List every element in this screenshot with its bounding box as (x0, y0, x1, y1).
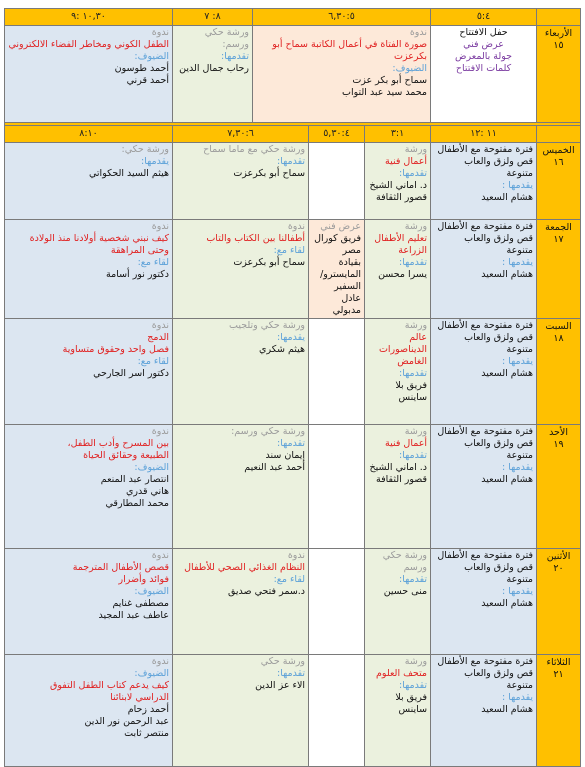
workshop-cell (365, 655, 431, 767)
session-topic: صورة الفتاة في أعمال الكاتبة سماح أبو بكرعزت (272, 39, 428, 62)
open-period-cell (431, 425, 537, 549)
cell-line-sess: ورشة (404, 144, 428, 155)
cell-line-role: تقدمها: (277, 156, 306, 167)
show-cell (309, 549, 365, 655)
day-cell (537, 143, 581, 220)
day-name: الجمعة (545, 222, 572, 233)
day-cell (537, 319, 581, 425)
cell-line-sess: ندوة (151, 656, 169, 667)
cell-line-sess: ورشة حكي: (121, 144, 169, 155)
cell-line-sess: ندوة (287, 550, 306, 561)
cell-line-name: هيثم شكري (259, 344, 306, 355)
show-cell (309, 425, 365, 549)
show-cell (309, 220, 365, 319)
cell-line-role: تقدمها: (399, 680, 428, 691)
guest-name: أحمد طوسون (114, 63, 169, 74)
cell-line-name: فريق بلا (395, 692, 428, 703)
cell-line-topic: فوائد وأضرار (118, 574, 169, 585)
cell-line-name: قصور الثقافة (376, 192, 428, 203)
event-opening-ceremony: حفل الافتتاح (459, 27, 508, 38)
cell-line-role: تقدمها: (277, 438, 306, 449)
cell-line-sess: ندوة (151, 221, 169, 232)
cell-line-name: فترة مفتوحة مع الأطفال (437, 656, 534, 667)
cell-line-name: قص ولزق والعاب (464, 332, 534, 343)
day-row (5, 143, 581, 220)
event-speeches: كلمات الافتتاح (455, 63, 512, 74)
day-date: ٢٠ (553, 563, 564, 574)
cell-line-name: قص ولزق والعاب (464, 156, 534, 167)
cell-line-role: لقاء مع: (273, 245, 306, 256)
cell-line-topic: الزراعة (398, 245, 428, 256)
event-tour: جولة بالمعرض (455, 51, 513, 62)
cell-line-name: هيثم السيد الحكواتي (89, 168, 169, 179)
cell-line-topic: بين المسرح وأدب الطفل، (67, 438, 169, 449)
evening-workshop-cell (173, 549, 309, 655)
cell-line-name: قصور الثقافة (376, 474, 428, 485)
cell-line-name: مصر (342, 245, 362, 256)
cell-line-topic: النظام الغذائي الصحي للأطفال (184, 562, 306, 573)
day-cell (537, 220, 581, 319)
cell-line-name: منتصر ثابت (124, 728, 169, 739)
cell-line-role: يقدمها : (502, 692, 534, 703)
day-date: ١٧ (553, 234, 564, 245)
cell-line-topic: أعمال فنية (385, 438, 428, 449)
cell-line-topic: كيف يدعم كتاب الطفل التفوق (50, 680, 169, 691)
day-rows (5, 143, 581, 767)
open-period-cell (431, 220, 537, 319)
cell-line-name: د.سمر فتحي صديق (227, 586, 306, 597)
day-row (5, 549, 581, 655)
cell-line-role: لقاء مع: (137, 356, 169, 367)
cell-line-name: د. اماني الشيخ (369, 180, 428, 191)
evening-workshop-cell (173, 220, 309, 319)
cell-line-name: قص ولزق والعاب (464, 562, 534, 573)
cell-line-sess: ندوة (287, 221, 306, 232)
schedule-table (4, 8, 581, 767)
session-role: الضيوف: (392, 63, 428, 74)
cell-line-topic: الدمج (147, 332, 169, 343)
cell-line-role: يقدمها : (502, 462, 534, 473)
day-date: ١٩ (553, 439, 564, 450)
cell-line-name: هشام السعيد (481, 474, 534, 485)
cell-line-name: منى حسين (383, 586, 428, 597)
evening-workshop-cell (173, 425, 309, 549)
seminar-cell (5, 549, 173, 655)
day-name: الخميس (542, 145, 575, 156)
day-row-opening (5, 26, 581, 123)
cell-line-role: الضيوف: (134, 586, 169, 597)
cell-line-topic: متحف العلوم (376, 668, 428, 679)
cell-line-role: تقدمها: (399, 257, 428, 268)
cell-line-topic: تعليم الأطفال (374, 233, 428, 244)
cell-line-role: يقدمها : (502, 257, 534, 268)
cell-line-name: هشام السعيد (481, 598, 534, 609)
cell-line-name: فترة مفتوحة مع الأطفال (437, 550, 534, 561)
seminar-cell (5, 425, 173, 549)
header-slot-1: ٥:٤ (431, 9, 537, 26)
workshop-cell (365, 220, 431, 319)
cell-line-name: هشام السعيد (481, 192, 534, 203)
cell-line-topic: عالم (409, 332, 428, 343)
header-slot-3: ٥,٣٠:٤ (309, 126, 365, 143)
cell-line-role: يقدمها: (277, 332, 306, 343)
cell-line-name: ساينس (398, 392, 428, 403)
day-cell (537, 26, 581, 123)
cell-line-sess: ورشة حكي مع ماما سماح (203, 144, 306, 155)
header-slot-4: ١٠,٣٠ :٩ (5, 9, 173, 26)
cell-line-topic: أطفالنا بين الكتاب والتاب (206, 233, 306, 244)
cell-line-role: تقدمها: (399, 168, 428, 179)
header-slot-5: ٨:١٠ (5, 126, 173, 143)
cell-line-name: المايسترو/السفير (320, 269, 362, 292)
cell-line-name: فريق بلا (395, 380, 428, 391)
cell-line-name: هشام السعيد (481, 368, 534, 379)
cell-line-name: دكتور نور أسامة (106, 269, 169, 280)
seminar-cell (5, 655, 173, 767)
session-type: ندوة (409, 27, 428, 38)
cell-line-name: متنوعة (506, 450, 534, 461)
day-date: ١٦ (553, 157, 564, 168)
session-role: الضيوف: (134, 51, 169, 62)
cell-line-name: متنوعة (506, 344, 534, 355)
cell-line-role: يقدمها : (502, 356, 534, 367)
cell-line-sess: ورشة حكي وتلجيب (229, 320, 306, 331)
header-slot-1: ١١ :١٢ (431, 126, 537, 143)
guest-name: محمد سيد عبد التواب (342, 87, 428, 98)
cell-line-name: ساينس (398, 704, 428, 715)
cell-line-role: يقدمها : (502, 586, 534, 597)
open-period-cell (431, 319, 537, 425)
day-date: ١٨ (553, 333, 564, 344)
cell-line-topic: فصل واحد وحقوق متساوية (62, 344, 169, 355)
opening-seminar-2 (5, 26, 173, 123)
cell-line-topic: الدراسي لابنائنا (110, 692, 169, 703)
cell-line-role: تقدمها: (399, 574, 428, 585)
cell-line-name: عادل مدبولي (332, 293, 362, 316)
cell-line-role: لقاء مع: (273, 574, 306, 585)
show-cell (309, 319, 365, 425)
guest-name: أحمد قرني (126, 75, 169, 86)
opening-events-cell (431, 26, 537, 123)
cell-line-role: يقدمها: (141, 156, 169, 167)
cell-line-topic: قصص الأطفال المترجمة (72, 562, 169, 573)
evening-workshop-cell (173, 143, 309, 220)
cell-line-role: يقدمها : (502, 180, 534, 191)
workshop-cell (365, 319, 431, 425)
cell-line-name: متنوعة (506, 574, 534, 585)
show-cell (309, 143, 365, 220)
cell-line-name: قص ولزق والعاب (464, 668, 534, 679)
cell-line-topic: أعمال فنية (385, 156, 428, 167)
cell-line-name: فترة مفتوحة مع الأطفال (437, 426, 534, 437)
cell-line-name: هشام السعيد (481, 269, 534, 280)
cell-line-name: عاطف عبد المجيد (98, 610, 169, 621)
evening-workshop-cell (173, 319, 309, 425)
day-cell (537, 655, 581, 767)
cell-line-name: أحمد زحام (127, 704, 169, 715)
workshop-cell (365, 549, 431, 655)
header-day (537, 126, 581, 143)
cell-line-sess: ورسم (403, 562, 428, 573)
cell-line-topic: الديناصورات (378, 344, 428, 355)
session-topic: الطفل الكوني ومخاطر الفضاء الالكتروني (8, 39, 169, 50)
header-slot-3: ٨: ٧ (173, 9, 253, 26)
header-slot-4: ٧,٣٠:٦ (173, 126, 309, 143)
cell-line-sess: ورشة حكي ورسم: (231, 426, 306, 437)
cell-line-role: تقدمها: (399, 368, 428, 379)
cell-line-name: فترة مفتوحة مع الأطفال (437, 144, 534, 155)
cell-line-name: دكتور اسر الجارحي (93, 368, 169, 379)
cell-line-name: انتصار عبد المنعم (100, 474, 169, 485)
open-period-cell (431, 549, 537, 655)
cell-line-sess: ندوة (151, 320, 169, 331)
cell-line-name: فترة مفتوحة مع الأطفال (437, 320, 534, 331)
header-row-morning (5, 9, 581, 26)
cell-line-name: يسرا محسن (378, 269, 428, 280)
cell-line-name: عبد الرحمن نور الدين (84, 716, 169, 727)
session-type: ندوة (151, 27, 169, 38)
day-row (5, 319, 581, 425)
header-slot-2: ٣:١ (365, 126, 431, 143)
opening-seminar-1 (253, 26, 431, 123)
guest-name: سماح أبو بكر عزت (352, 75, 428, 86)
seminar-cell (5, 319, 173, 425)
cell-line-name: محمد المطارقي (105, 498, 169, 509)
cell-line-topic: الغامض (397, 356, 428, 367)
cell-line-sess: ندوة (151, 426, 169, 437)
cell-line-name: قص ولزق والعاب (464, 233, 534, 244)
day-name: الثلاثاء (546, 657, 571, 668)
workshop-cell (365, 425, 431, 549)
day-row (5, 220, 581, 319)
day-name: السبت (545, 321, 572, 332)
seminar-cell (5, 220, 173, 319)
day-cell (537, 425, 581, 549)
workshop-cell (365, 143, 431, 220)
open-period-cell (431, 655, 537, 767)
cell-line-name: متنوعة (506, 168, 534, 179)
cell-line-sess: ورشة حكي (382, 550, 428, 561)
cell-line-name: متنوعة (506, 245, 534, 256)
day-date: ١٥ (553, 40, 564, 51)
day-name: الأحد (549, 427, 568, 438)
seminar-cell (5, 143, 173, 220)
session-role: تقدمها: (221, 51, 249, 62)
evening-workshop-cell (173, 655, 309, 767)
cell-line-name: أحمد عبد النعيم (244, 462, 306, 473)
cell-line-name: سماح أبو بكرعزت (233, 168, 306, 179)
cell-line-sess: عرض فني (320, 221, 362, 232)
cell-line-name: هشام السعيد (481, 704, 534, 715)
opening-workshop (173, 26, 253, 123)
cell-line-sess: ورشة حكي (260, 656, 306, 667)
cell-line-name: د. اماني الشيخ (369, 462, 428, 473)
cell-line-sess: ندوة (151, 550, 169, 561)
day-name: الأربعاء (544, 28, 573, 39)
cell-line-sess: ورشة (404, 656, 428, 667)
cell-line-sess: ورشة (404, 320, 428, 331)
cell-line-name: فترة مفتوحة مع الأطفال (437, 221, 534, 232)
day-cell (537, 549, 581, 655)
cell-line-name: سماح أبو بكرعزت (233, 257, 306, 268)
cell-line-name: مصطفى غنايم (112, 598, 169, 609)
cell-line-role: تقدمها: (277, 668, 306, 679)
event-show: عرض فني (463, 39, 504, 50)
cell-line-role: الضيوف: (134, 462, 169, 473)
open-period-cell (431, 143, 537, 220)
cell-line-topic: الطبيعة وحقائق الحياة (83, 450, 169, 461)
cell-line-name: متنوعة (506, 680, 534, 691)
cell-line-name: فريق كورال (314, 233, 362, 244)
day-row (5, 425, 581, 549)
presenter-name: رحاب جمال الدين (179, 63, 249, 74)
cell-line-topic: كيف نبني شخصية أولادنا منذ الولادة وحتى المراهقة (29, 233, 169, 256)
day-row (5, 655, 581, 767)
cell-line-sess: ورشة (404, 426, 428, 437)
cell-line-role: لقاء مع: (137, 257, 169, 268)
cell-line-name: هاني قدري (125, 486, 169, 497)
cell-line-role: الضيوف: (134, 668, 169, 679)
cell-line-role: تقدمها: (399, 450, 428, 461)
show-cell (309, 655, 365, 767)
day-name: الأثنين (546, 551, 571, 562)
cell-line-sess: ورشة (404, 221, 428, 232)
day-date: ٢١ (553, 669, 564, 680)
header-row-daily (5, 126, 581, 143)
header-slot-2: ٦,٣٠:٥ (253, 9, 431, 26)
cell-line-name: الاء عز الدين (255, 680, 306, 691)
cell-line-name: إيمان سند (265, 450, 306, 461)
cell-line-name: قص ولزق والعاب (464, 438, 534, 449)
cell-line-name: بقيادة (338, 257, 362, 268)
session-type: ورشة حكي ورسم: (204, 27, 249, 50)
header-day (537, 9, 581, 26)
